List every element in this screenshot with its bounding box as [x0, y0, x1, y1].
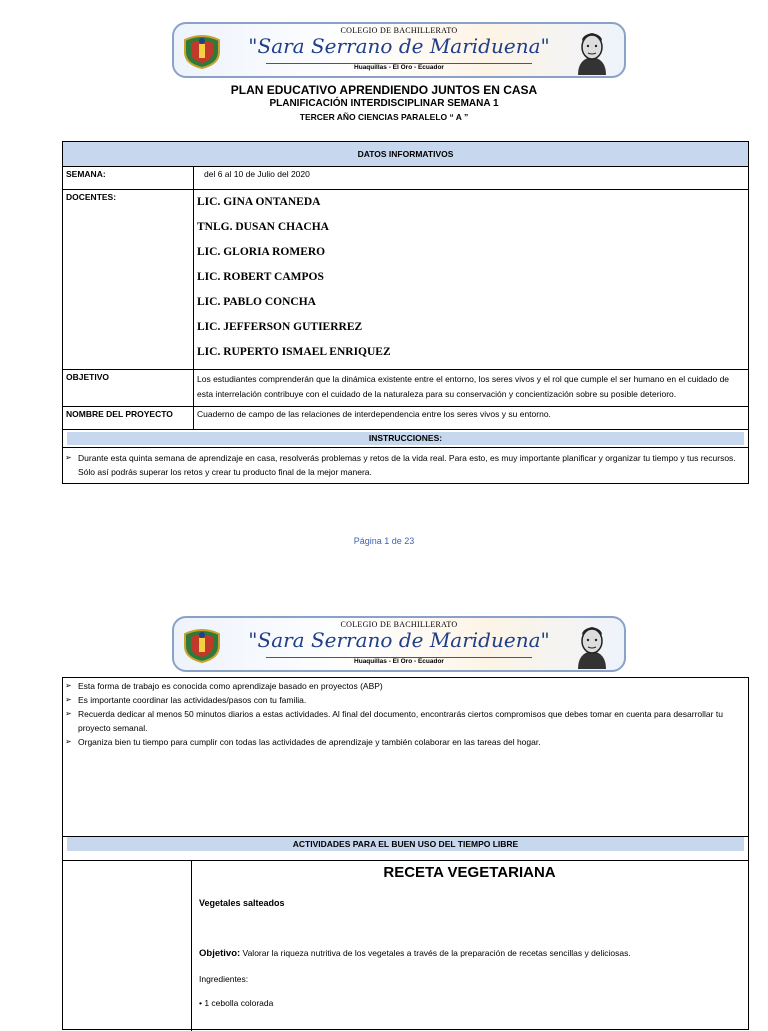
college-name: "Sara Serrano de Mariduena"	[248, 34, 550, 58]
instruction-item: ➢ Organiza bien tu tiempo para cumplir con todas las actividades de aprendizaje y también colaborar en las tareas del hogar.	[65, 735, 744, 749]
teacher-name: LIC. ROBERT CAMPOS	[197, 271, 324, 283]
instruction-item: ➢ Durante esta quinta semana de aprendizaje en casa, resolverás problemas y retos de la vida real. Para esto, es muy importante planificar y organizar tu tiempo y tus recursos. Sólo así podrás superar los retos y crear tu producto final de la mejor manera.	[65, 451, 744, 479]
teachers-label: DOCENTES:	[63, 190, 194, 370]
info-table	[62, 141, 749, 484]
teacher-name: LIC. GLORIA ROMERO	[197, 246, 326, 258]
objective-label: OBJETIVO	[63, 370, 194, 407]
college-banner	[172, 22, 626, 78]
college-location: Huaquillas - El Oro - Ecuador	[354, 64, 444, 71]
college-name: "Sara Serrano de Mariduena"	[248, 628, 550, 652]
objective-value: Los estudiantes comprenderán que la dinámica existente entre el entorno, los seres vivos y el rol que cumple el ser humano en el cuidado de esta interrelación contribuye con el cuidado de la naturaleza para su conservación y concientización sobre su posible deterioro.	[194, 370, 749, 407]
college-top-label: COLEGIO DE BACHILLERATO	[340, 620, 458, 629]
instructions-header: INSTRUCCIONES:	[67, 432, 744, 445]
ingredients-label: Ingredientes:	[199, 974, 249, 984]
college-banner-page2	[172, 616, 626, 672]
week-label: SEMANA:	[63, 167, 194, 190]
recipe-subtitle: Vegetales salteados	[199, 898, 285, 908]
teacher-name: LIC. PABLO CONCHA	[197, 296, 316, 308]
instruction-item: ➢ Recuerda dedicar al menos 50 minutos diarios a estas actividades. Al final del documento, encontrarás ciertos compromisos que debes tomar en cuenta para desarrollar tu proyecto semanal.	[65, 707, 744, 735]
activities-header: ACTIVIDADES PARA EL BUEN USO DEL TIEMPO LIBRE	[67, 837, 744, 851]
recipe-objective-label: Objetivo:	[199, 948, 241, 959]
teachers-list	[194, 190, 749, 370]
instructions-continued-box	[62, 677, 749, 837]
info-section-header: DATOS INFORMATIVOS	[63, 142, 749, 167]
portrait-icon	[570, 621, 614, 669]
ingredient-item: • 1 cebolla colorada	[199, 998, 274, 1008]
teacher-name: LIC. RUPERTO ISMAEL ENRIQUEZ	[197, 346, 391, 358]
recipe-left-column	[63, 861, 192, 1031]
project-value: Cuaderno de campo de las relaciones de interdependencia entre los seres vivos y su entorno.	[194, 407, 749, 430]
instructions-body	[63, 448, 749, 484]
course-title: TERCER AÑO CIENCIAS PARALELO “ A ”	[299, 112, 469, 122]
recipe-title: RECETA VEGETARIANA	[383, 864, 556, 881]
teacher-name: TNLG. DUSAN CHACHA	[197, 221, 329, 233]
teacher-name: LIC. JEFFERSON GUTIERREZ	[197, 321, 363, 333]
activities-header-box	[62, 836, 749, 861]
recipe-objective-text: Valorar la riqueza nutritiva de los vegetales a través de la preparación de recetas sencillas y deliciosas.	[240, 948, 631, 958]
planning-title: PLANIFICACIÓN INTERDISCIPLINAR SEMANA 1	[269, 98, 499, 109]
instruction-item: ➢ Es importante coordinar las actividades/pasos con tu familia.	[65, 693, 744, 707]
college-location: Huaquillas - El Oro - Ecuador	[354, 658, 444, 665]
recipe-objective	[199, 948, 631, 959]
college-top-label: COLEGIO DE BACHILLERATO	[340, 26, 458, 35]
portrait-icon	[570, 27, 614, 75]
plan-title: PLAN EDUCATIVO APRENDIENDO JUNTOS EN CASA	[230, 83, 538, 97]
instructions-row	[63, 430, 749, 448]
week-value: del 6 al 10 de Julio del 2020	[194, 167, 749, 190]
page-number: Página 1 de 23	[353, 536, 415, 546]
recipe-box	[62, 860, 749, 1030]
instruction-item: ➢ Esta forma de trabajo es conocida como aprendizaje basado en proyectos (ABP)	[65, 679, 744, 693]
project-label: NOMBRE DEL PROYECTO	[63, 407, 194, 430]
teacher-name: LIC. GINA ONTANEDA	[197, 196, 321, 208]
